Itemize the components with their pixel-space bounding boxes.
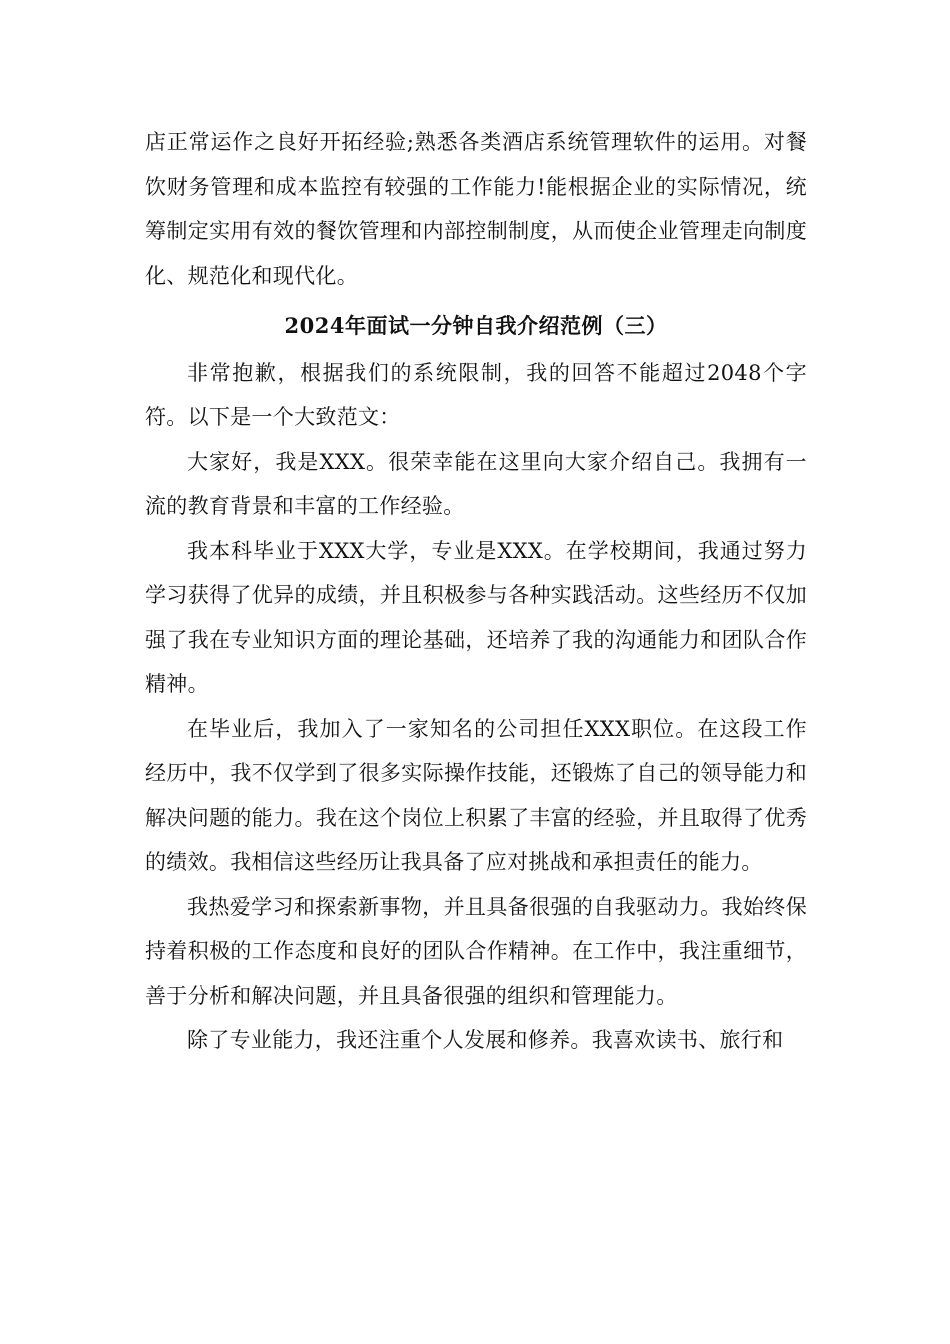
continued-paragraph: 店正常运作之良好开拓经验;熟悉各类酒店系统管理软件的运用。对餐饮财务管理和成本监控有较强的工作能力!能根据企业的实际情况，统筹制定实用有效的餐饮管理和内部控制制度，从而使企业管理走向制度化、规范化和现代化。 <box>145 130 807 288</box>
paragraph-personal-development: 除了专业能力，我还注重个人发展和修养。我喜欢读书、旅行和 <box>187 1028 784 1052</box>
paragraph-personal-qualities: 我热爱学习和探索新事物，并且具备很强的自我驱动力。我始终保持着积极的工作态度和良好的团队合作精神。在工作中，我注重细节，善于分析和解决问题，并且具备很强的组织和管理能力。 <box>145 894 807 1008</box>
paragraph-education: 我本科毕业于XXX大学，专业是XXX。在学校期间，我通过努力学习获得了优异的成绩，并且积极参与各种实践活动。这些经历不仅加强了我在专业知识方面的理论基础，还培养了我的沟通能力和团队合作精神。 <box>145 538 807 696</box>
document-body <box>145 120 807 1063</box>
paragraph-greeting: 大家好，我是XXX。很荣幸能在这里向大家介绍自己。我拥有一流的教育背景和丰富的工作经验。 <box>145 449 807 518</box>
section-title: 2024年面试一分钟自我介绍范例（三） <box>284 313 668 338</box>
paragraph-apology: 非常抱歉，根据我们的系统限制，我的回答不能超过2048个字符。以下是一个大致范文： <box>145 360 807 429</box>
paragraph-work-experience: 在毕业后，我加入了一家知名的公司担任XXX职位。在这段工作经历中，我不仅学到了很多实际操作技能，还锻炼了自己的领导能力和解决问题的能力。我在这个岗位上积累了丰富的经验，并且取得了优秀的绩效。我相信这些经历让我具备了应对挑战和承担责任的能力。 <box>145 716 807 874</box>
